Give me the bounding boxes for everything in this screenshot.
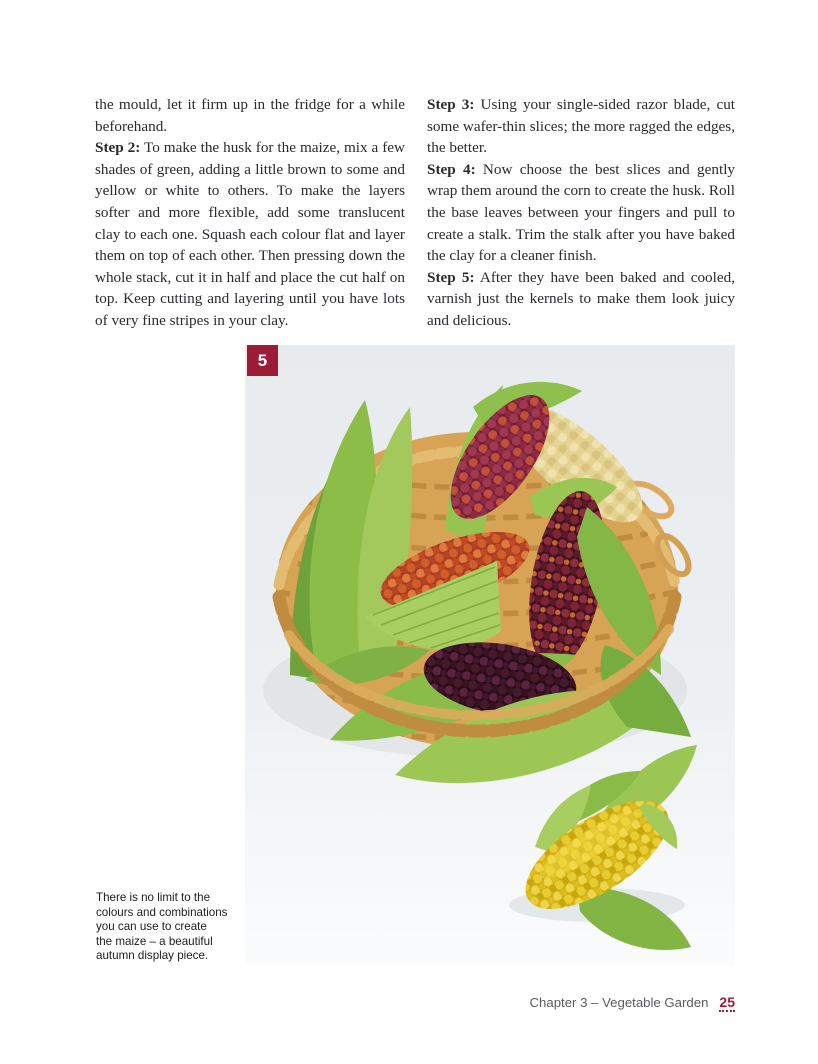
- chapter-title: Chapter 3 – Vegetable Garden: [529, 995, 709, 1010]
- page-number: 25: [719, 994, 735, 1010]
- step-label: Step 2:: [95, 139, 141, 157]
- paragraph: [427, 159, 735, 267]
- paragraph-text: Using your single-sided razor blade, cut some wafer-thin slices; the more ragged the edges, the better.: [427, 96, 736, 157]
- paragraph: [427, 267, 735, 332]
- paragraph: [427, 94, 735, 159]
- figure-number-badge: 5: [247, 345, 278, 376]
- right-text-column: [427, 94, 735, 332]
- paragraph-text: To make the husk for the maize, mix a few shades of green, adding a little brown to some and yellow or white to others. To make the layers softer and more flexible, add some translucent clay to each one. Squash each colour flat and layer them on top of each other. Then pressing down the whole stack, cut it in half and place the cut half on top. Keep cutting and layering until you have lots of very fine stripes in your clay.: [95, 139, 406, 329]
- caption-line: autumn display piece.: [96, 949, 209, 963]
- step-label: Step 4:: [427, 160, 476, 178]
- caption-line: There is no limit to the: [96, 891, 211, 904]
- step-label: Step 3:: [427, 96, 475, 113]
- caption-line: colours and combinations: [96, 905, 228, 919]
- paragraph: [95, 137, 405, 331]
- figure: [245, 345, 735, 965]
- paragraph: [95, 94, 405, 137]
- caption-line: the maize – a beautiful: [96, 934, 213, 948]
- paragraph-text: the mould, let it firm up in the fridge for a while beforehand.: [95, 96, 405, 135]
- caption-line: you can use to create: [96, 920, 207, 934]
- paragraph-text: After they have been baked and cooled, varnish just the kernels to make them look juicy and delicious.: [427, 268, 735, 329]
- corn-photo-illustration: [245, 345, 735, 965]
- page-footer: [530, 995, 735, 1012]
- left-text-column: [95, 94, 405, 332]
- paragraph-text: Now choose the best slices and gently wrap them around the corn to create the husk. Roll the base leaves between your fingers and pull to create a stalk. Trim the stalk after you have baked the clay for a cleaner finish.: [427, 160, 736, 265]
- step-label: Step 5:: [427, 268, 475, 286]
- figure-caption: [96, 891, 227, 964]
